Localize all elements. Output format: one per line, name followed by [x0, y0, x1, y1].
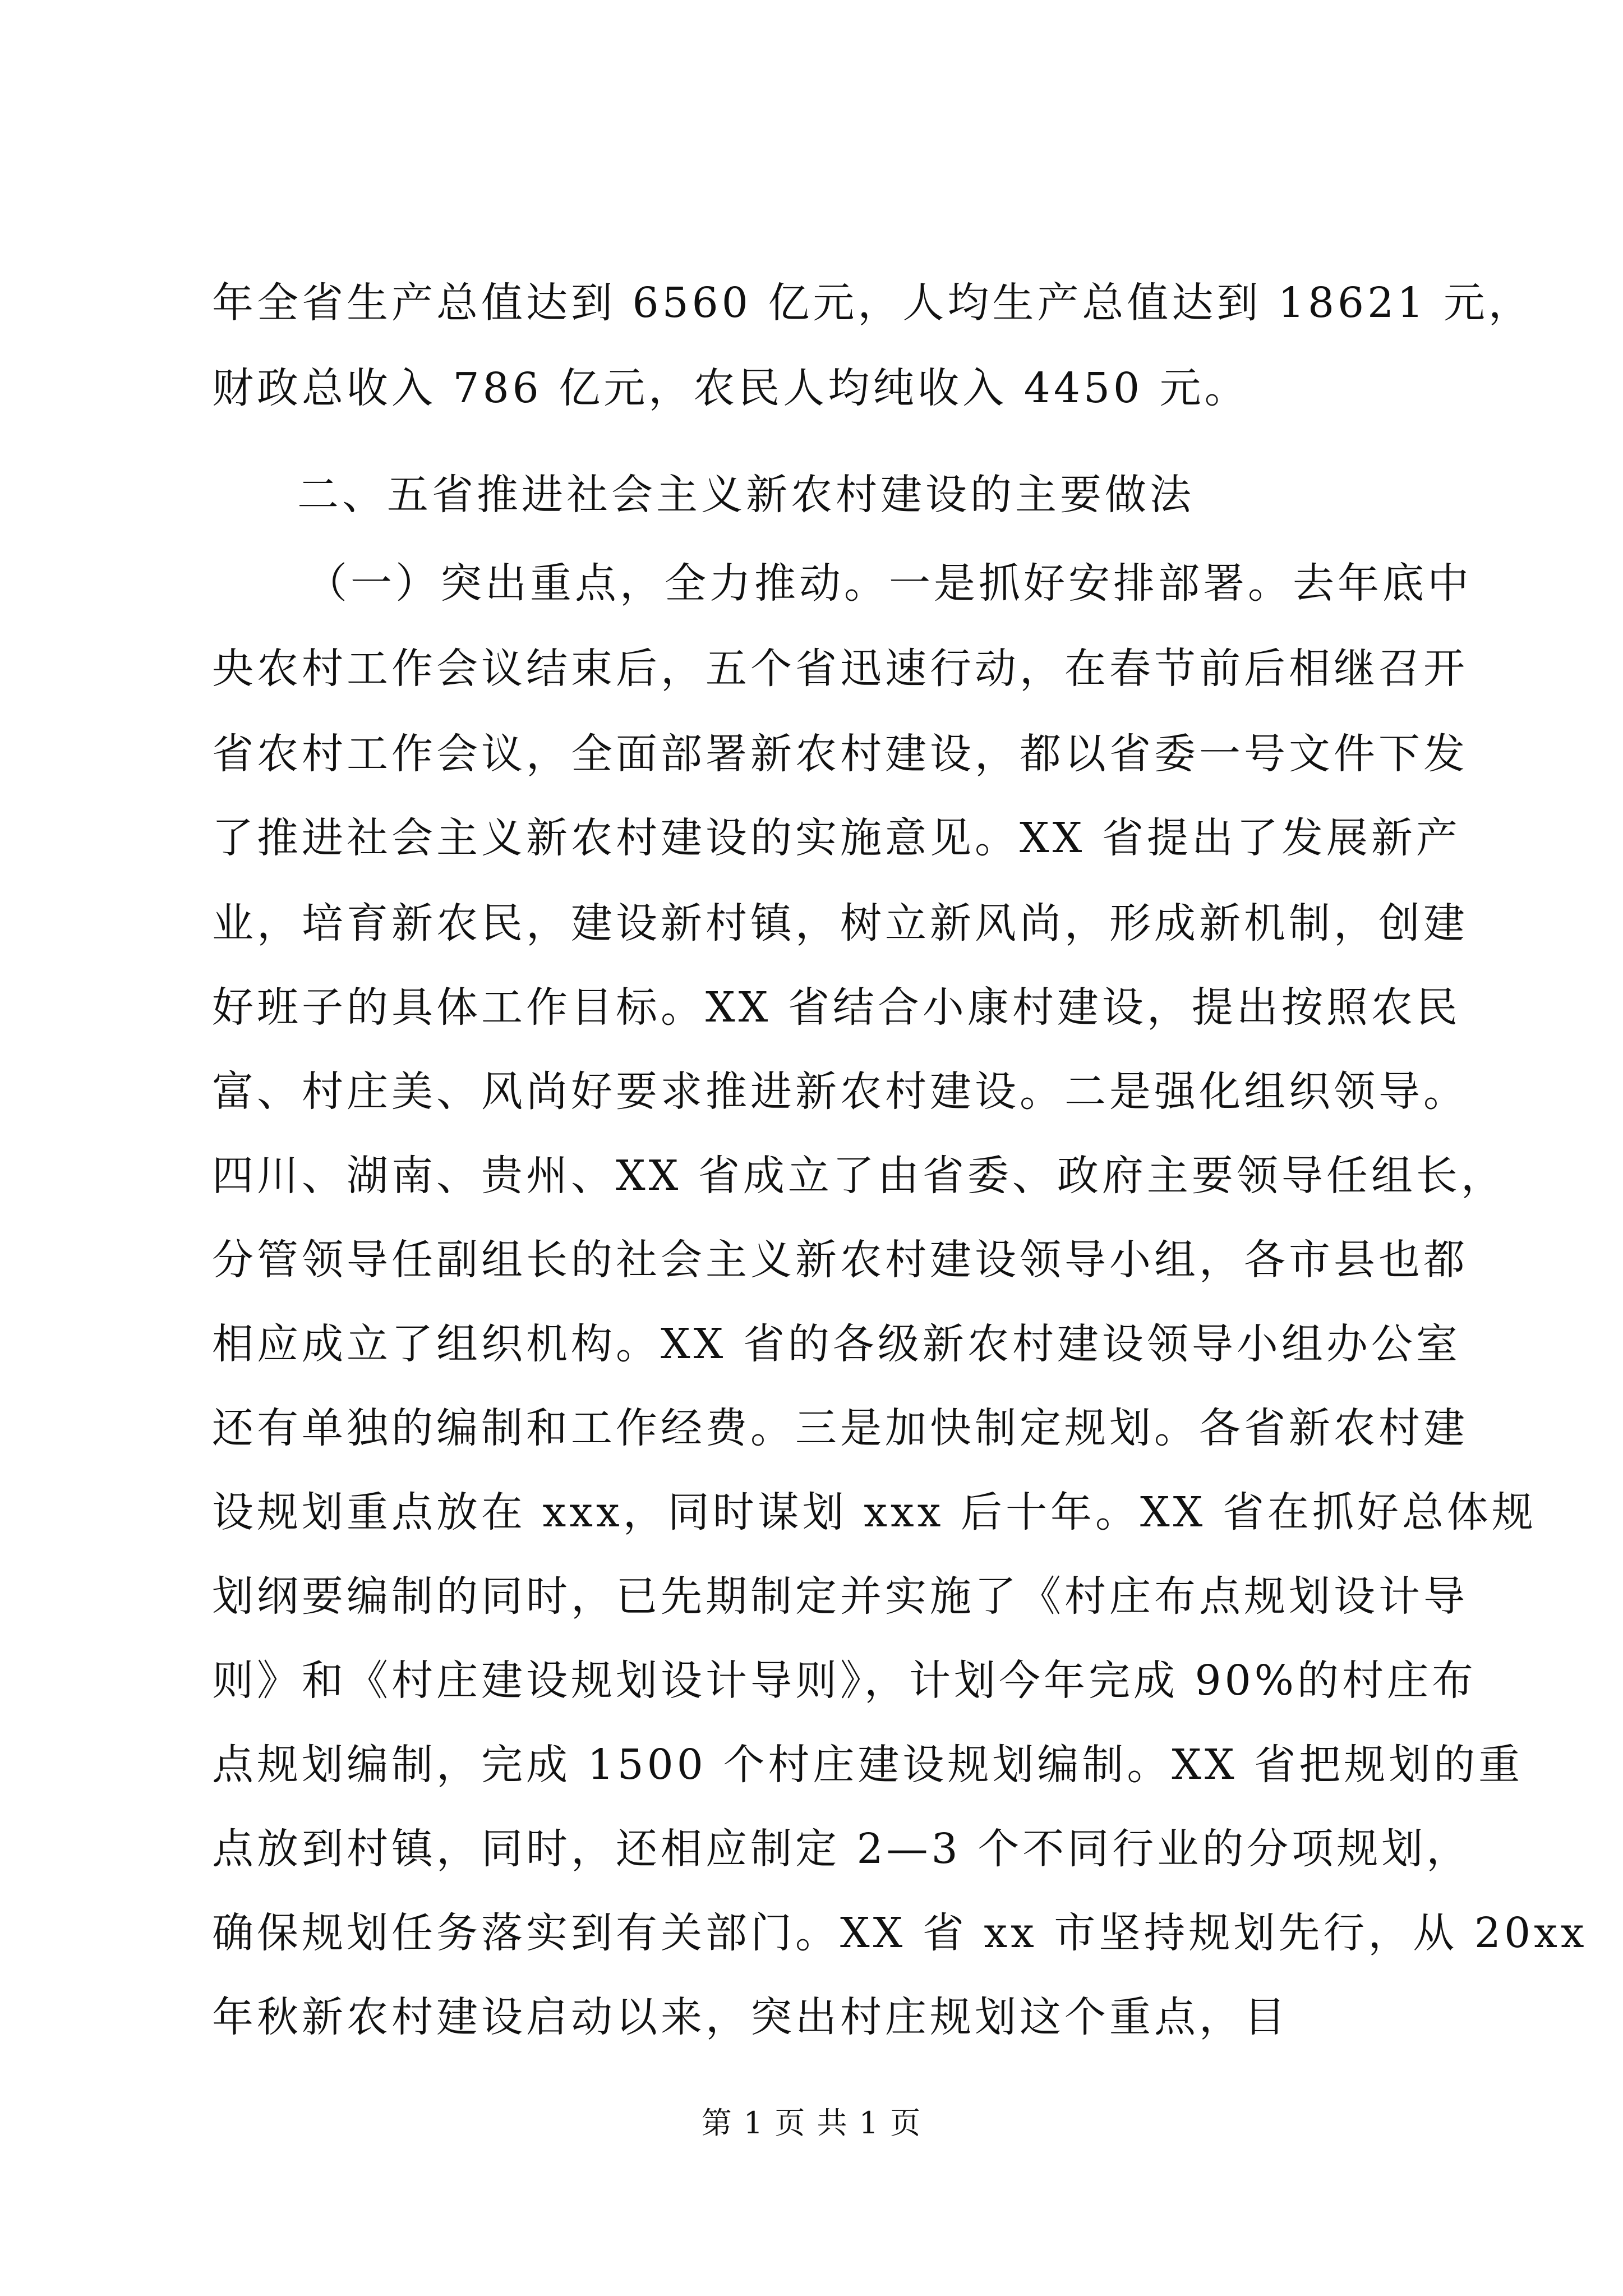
text-line: 点放到村镇，同时，还相应制定 2—3 个不同行业的分项规划，	[212, 1825, 1472, 1873]
text-line: 确保规划任务落实到有关部门。XX 省 xx 市坚持规划先行，从 20xx	[212, 1909, 1588, 1957]
text-line: 分管领导任副组长的社会主义新农村建设领导小组，各市县也都	[212, 1236, 1468, 1284]
text-line: 好班子的具体工作目标。XX 省结合小康村建设，提出按照农民	[212, 983, 1461, 1032]
page-footer: 第 1 页 共 1 页	[701, 2105, 922, 2141]
section-heading: 二、五省推进社会主义新农村建设的主要做法	[297, 471, 1195, 519]
text-line: 富、村庄美、风尚好要求推进新农村建设。二是强化组织领导。	[212, 1068, 1468, 1116]
text-line: 点规划编制，完成 1500 个村庄建设规划编制。XX 省把规划的重	[212, 1741, 1524, 1789]
text-line: 四川、湖南、贵州、XX 省成立了由省委、政府主要领导任组长，	[212, 1152, 1506, 1200]
text-line: 业，培育新农民，建设新村镇，树立新风尚，形成新机制，创建	[212, 899, 1468, 947]
text-line: 年全省生产总值达到 6560 亿元，人均生产总值达到 18621 元，	[212, 279, 1533, 327]
text-line: 相应成立了组织机构。XX 省的各级新农村建设领导小组办公室	[212, 1320, 1461, 1368]
text-line: 设规划重点放在 xxx，同时谋划 xxx 后十年。XX 省在抓好总体规	[212, 1488, 1537, 1536]
text-line: 央农村工作会议结束后，五个省迅速行动，在春节前后相继召开	[212, 645, 1468, 693]
text-line: 划纲要编制的同时，已先期制定并实施了《村庄布点规划设计导	[212, 1572, 1468, 1621]
text-line: 则》和《村庄建设规划设计导则》，计划今年完成 90%的村庄布	[212, 1657, 1477, 1705]
text-line: 还有单独的编制和工作经费。三是加快制定规划。各省新农村建	[212, 1404, 1468, 1452]
text-line: 了推进社会主义新农村建设的实施意见。XX 省提出了发展新产	[212, 814, 1461, 862]
text-line: （一）突出重点，全力推动。一是抓好安排部署。去年底中	[306, 559, 1472, 608]
text-line: 省农村工作会议，全面部署新农村建设，都以省委一号文件下发	[212, 730, 1468, 778]
text-line: 年秋新农村建设启动以来，突出村庄规划这个重点，目	[212, 1993, 1289, 2041]
text-line: 财政总收入 786 亿元，农民人均纯收入 4450 元。	[212, 364, 1249, 412]
